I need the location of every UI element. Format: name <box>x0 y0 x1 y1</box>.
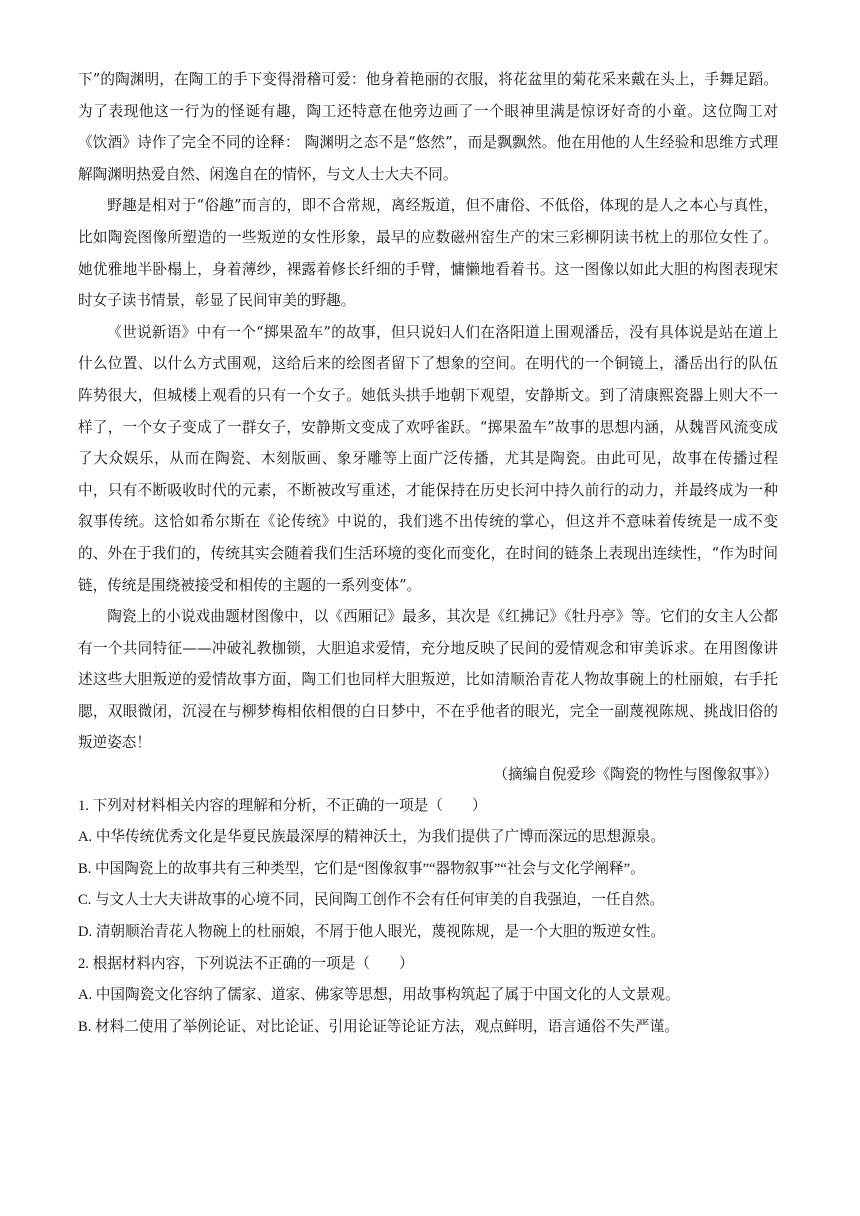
option-a: A. 中国陶瓷文化容纳了儒家、道家、佛家等思想，用故事构筑起了属于中国文化的人文景观。 <box>78 987 680 1004</box>
question-stem: 1. 下列对材料相关内容的理解和分析，不正确的一项是（ ） <box>78 797 487 814</box>
option-b: B. 材料二使用了举例论证、对比论证、引用论证等论证方法，观点鲜明，语言通俗不失严谨。 <box>78 1018 679 1035</box>
paragraph-continuation: 下”的陶渊明，在陶工的手下变得滑稽可爱：他身着艳丽的衣服，将花盆里的菊花采来戴在头上，手舞足蹈。为了表现他这一行为的怪诞有趣，陶工还特意在他旁边画了一个眼神里满是惊讶好奇的小童。这位陶工对《饮酒》诗作了完全不同的诠释： 陶渊明之态不是“悠然”，而是飘飘然。他在用他的人生经验和思维方式理解陶渊明热爱自然、闲逸自在的情怀，与文人士大夫不同。 <box>78 71 778 183</box>
question-2 <box>78 949 778 1044</box>
question-1 <box>78 791 778 949</box>
option-d: D. 清朝顺治青花人物碗上的杜丽娘，不屑于他人眼光，蔑视陈规，是一个大胆的叛逆女性。 <box>78 924 665 941</box>
option-c: C. 与文人士大夫讲故事的心境不同，民间陶工创作不会有任何审美的自我强迫，一任自然。 <box>78 892 665 909</box>
paragraph-wild-taste: 野趣是相对于“俗趣”而言的，即不合常规，离经叛道，但不庸俗、不低俗，体现的是人之本心与真性，比如陶瓷图像所塑造的一些叛逆的女性形象，最早的应数磁州窑生产的宋三彩柳阴读书枕上的那位女性了。她优雅地半卧榻上，身着薄纱，裸露着修长纤细的手臂，慵懒地看着书。这一图像以如此大胆的构图表现宋时女子读书情景，彰显了民间审美的野趣。 <box>78 197 778 310</box>
question-stem: 2. 根据材料内容，下列说法不正确的一项是（ ） <box>78 955 414 972</box>
paragraph-shishuo-xinyu: 《世说新语》中有一个“掷果盈车”的故事，但只说妇人们在洛阳道上围观潘岳，没有具体说是站在道上什么位置、以什么方式围观，这给后来的绘图者留下了想象的空间。在明代的一个铜镜上，潘岳出行的队伍阵势很大，但城楼上观看的只有一个女子。她低头拱手地朝下观望，安静斯文。到了清康熙瓷器上则大不一样了，一个女子变成了一群女子，安静斯文变成了欢呼雀跃。“掷果盈车”故事的思想内涵，从魏晋风流变成了大众娱乐，从而在陶瓷、木刻版画、象牙雕等上面广泛传播，尤其是陶瓷。由此可见，故事在传播过程中，只有不断吸收时代的元素，不断被改写重述，才能保持在历史长河中持久前行的动力，并最终成为一种叙事传统。这恰如希尔斯在《论传统》中说的，我们逃不出传统的掌心，但这并不意味着传统是一成不变的、外在于我们的，传统其实会随着我们生活环境的变化而变化，在时间的链条上表现出连续性，“作为时间链，传统是围绕被接受和相传的主题的一系列变体”。 <box>78 323 778 594</box>
source-citation: （摘编自倪爱珍《陶瓷的物性与图像叙事》） <box>493 766 778 784</box>
option-a: A. 中华传统优秀文化是华夏民族最深厚的精神沃土，为我们提供了广博而深远的思想源泉。 <box>78 829 665 846</box>
option-b: B. 中国陶瓷上的故事共有三种类型，它们是“图像叙事”“器物叙事”“社会与文化学阐释”。 <box>78 860 645 877</box>
document-page <box>78 64 778 1043</box>
paragraph-drama-images: 陶瓷上的小说戏曲题材图像中，以《西厢记》最多，其次是《红拂记》《牡丹亭》等。它们的女主人公都有一个共同特征——冲破礼教枷锁，大胆追求爱情，充分地反映了民间的爱情观念和审美诉求。在用图像讲述这些大胆叛逆的爱情故事方面，陶工们也同样大胆叛逆，比如清顺治青花人物故事碗上的杜丽娘，右手托腮，双眼微闭，沉浸在与柳梦梅相依相偎的白日梦中，不在乎他者的眼光，完全一副蔑视陈规、挑战旧俗的叛逆姿态！ <box>78 608 778 752</box>
